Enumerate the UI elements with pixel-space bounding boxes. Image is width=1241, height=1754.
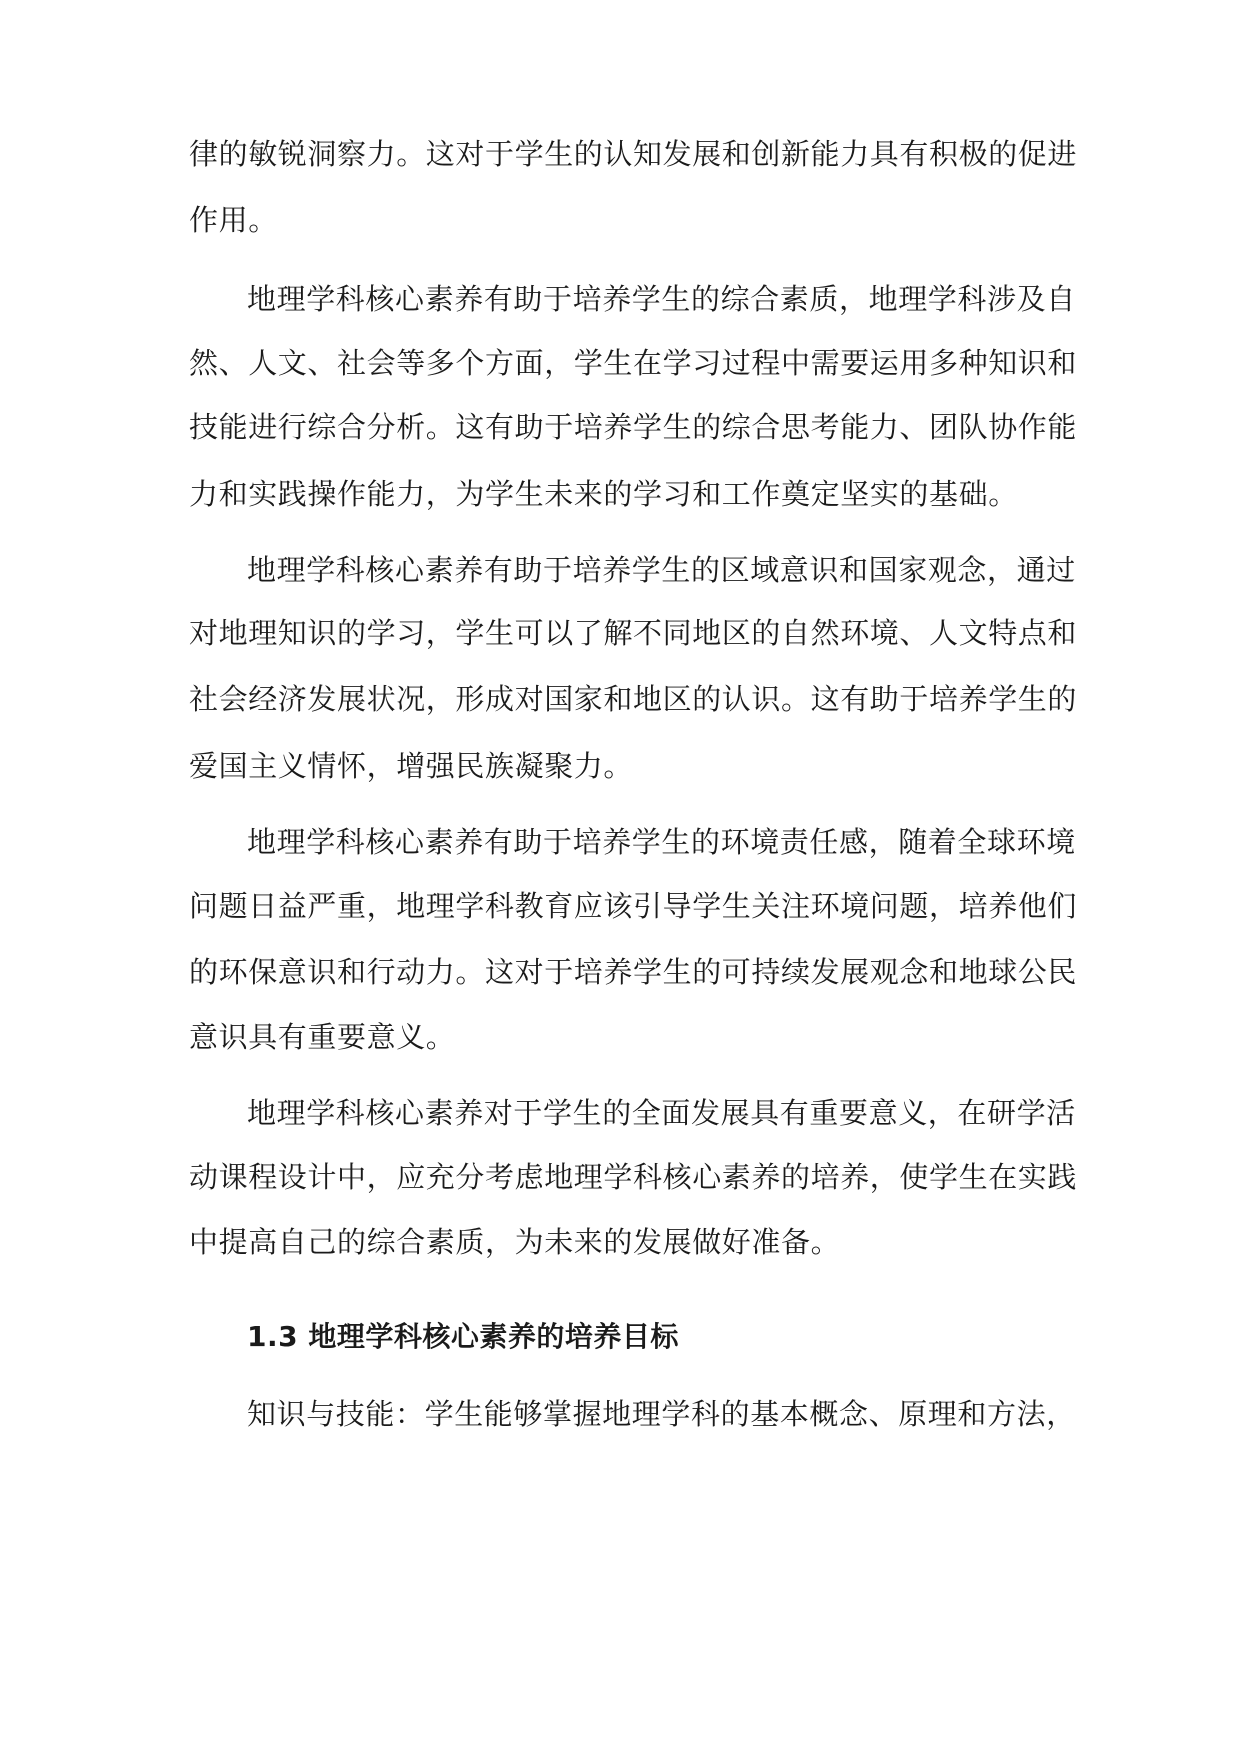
paragraph-3-line-4: 爱国主义情怀，增强民族凝聚力。	[189, 749, 634, 783]
paragraph-5-line-3: 中提高自己的综合素质，为未来的发展做好准备。	[189, 1225, 841, 1259]
paragraph-2-line-3: 技能进行综合分析。这有助于培养学生的综合思考能力、团队协作能	[189, 410, 1078, 444]
paragraph-4-line-2: 问题日益严重，地理学科教育应该引导学生关注环境问题，培养他们	[189, 889, 1078, 923]
paragraph-2-line-2: 然、人文、社会等多个方面，学生在学习过程中需要运用多种知识和	[189, 346, 1078, 380]
paragraph-3-line-1: 地理学科核心素养有助于培养学生的区域意识和国家观念，通过	[247, 553, 1076, 587]
paragraph-5-line-2: 动课程设计中，应充分考虑地理学科核心素养的培养，使学生在实践	[189, 1160, 1078, 1194]
paragraph-2-line-1: 地理学科核心素养有助于培养学生的综合素质，地理学科涉及自	[247, 282, 1076, 316]
paragraph-1-line-2: 作用。	[189, 203, 278, 237]
paragraph-5-line-1: 地理学科核心素养对于学生的全面发展具有重要意义，在研学活	[247, 1096, 1076, 1130]
paragraph-2-line-4: 力和实践操作能力，为学生未来的学习和工作奠定坚实的基础。	[189, 477, 1018, 511]
section-heading: 1.3 地理学科核心素养的培养目标	[247, 1320, 679, 1353]
paragraph-1-line-1: 律的敏锐洞察力。这对于学生的认知发展和创新能力具有积极的促进	[189, 137, 1078, 171]
paragraph-4-line-3: 的环保意识和行动力。这对于培养学生的可持续发展观念和地球公民	[189, 955, 1078, 989]
paragraph-4-line-4: 意识具有重要意义。	[189, 1020, 456, 1054]
paragraph-3-line-2: 对地理知识的学习，学生可以了解不同地区的自然环境、人文特点和	[189, 616, 1078, 650]
paragraph-3-line-3: 社会经济发展状况，形成对国家和地区的认识。这有助于培养学生的	[189, 682, 1078, 716]
paragraph-4-line-1: 地理学科核心素养有助于培养学生的环境责任感，随着全球环境	[247, 825, 1076, 859]
paragraph-6-line-1: 知识与技能：学生能够掌握地理学科的基本概念、原理和方法，	[247, 1397, 1076, 1431]
